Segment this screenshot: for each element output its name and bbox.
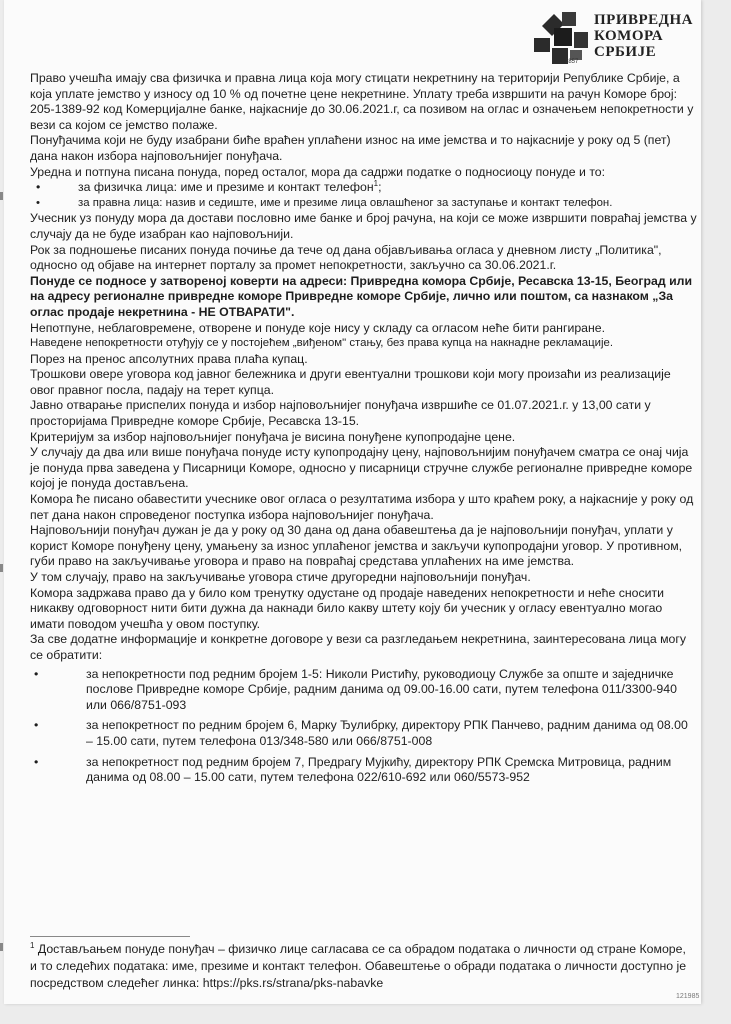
bullet-end: ; (378, 180, 382, 195)
paragraph-withdrawal: Комора задржава право да у било ком тренутку одустане од продаје наведених непокретности и неће сносити никакву одговорност нити бити дужна да накнади било какву штету коју би учесник у огласу евентуално могао имати поводом учешћа у овом поступку. (30, 585, 665, 631)
list-item (30, 196, 698, 212)
bullet-icon: • (34, 666, 39, 681)
bullet-icon: • (34, 718, 39, 733)
page-number: 121985 (676, 993, 700, 1000)
paragraph-opening: Јавно отварање приспелих понуда и избор најповољнијег понуђача извршиће се 01.07.2021.г. у 13,00 сати у просторијама Привредне коморе Србије, Ресавска 13-15. (30, 398, 651, 429)
paragraph-incomplete-offers: Непотпуне, неблаговремене, отворене и понуде које нису у складу са огласом неће бити рангиране. (30, 320, 606, 335)
paragraph-participation: Право учешћа имају сва физичка и правна лица која могу стицати некретнину на територији Републике Србије, а која уплате јемство у износу од 10 % од почетне цене некретнине. Уплату треба извршити на рачун Коморе број: 205-1389-92 код Комерцијалне банке, најкасније до 30.06.2021.г, са позивом на оглас и означењем непокретности у вези са којом се јемство полаже. (30, 71, 694, 132)
paragraph-as-is: Наведене непокретности отуђују се у постојећем „виђеном" стању, без права купца на накнадне рекламације. (30, 337, 614, 350)
paragraph-equal-price: У случају да два или више понуђача понуде исту купопродајну цену, најповољнијим понуђачем сматра се онај чија је понуда прва заведена у Писарници Коморе, односно у писарници стручне службе регионалне привредне коморе којој је понуда достављена. (30, 445, 693, 491)
contact-3: за непокретност под редним бројем 7, Предрагу Мујкићу, директору РПК Сремска Митровица, радним данима од 08.00 – 15.00 сати, путем телефона 022/610-692 или 060/5573-952 (86, 754, 672, 785)
contact-2: за непокретност по редним бројем 6, Марку Ђулибрку, директору РПК Панчево, радним данима од 08.00 – 15.00 сати, путем телефона 013/348-580 или 066/8751-008 (86, 718, 688, 748)
paragraph-criterion: Критеријум за избор најповољнијег понуђача је висина понуђене купопродајне цене. (30, 429, 516, 444)
paragraph-offer-contents: Уредна и потпуна писана понуда, поред осталог, мора да садржи податке о подносиоцу понуде и то: (30, 164, 606, 179)
paragraph-contacts-intro: За све додатне информације и конкретне договоре у вези са разгледањем некретнина, заинтересована лица могу се обратити: (30, 632, 687, 662)
contact-1: за непокретности под редним бројем 1-5: Николи Ристићу, руководиоцу Службе за опште и заједничке послове Привредне коморе Србије, радним данима од 09.00-16.00 сати, путем телефона 011/3300-940 или 066/8751-093 (86, 666, 677, 712)
paragraph-deadline: Рок за подношење писаних понуда почиње да тече од дана објављивања огласа у дневном листу „Политика", односно од објаве на интернет порталу за промет непокретности, закључно са 30.06.2021.г. (30, 242, 662, 273)
list-item (30, 180, 698, 196)
paragraph-bank-details: Учесник уз понуду мора да достави пословно име банке и број рачуна, на који се може извршити повраћај јемства у случају да не буде изабран као најповољнији. (30, 211, 697, 241)
footnote-number: 1 (30, 940, 35, 950)
paragraph-refund: Понуђачима који не буду изабрани биће враћен уплаћени износ на име јемства и то најкасније у року од 5 (пет) дана након избора најповољнијег понуђача. (30, 133, 671, 163)
logo-year: 1857 (565, 59, 579, 65)
logo-line-1: ПРИВРЕДНА (594, 12, 693, 28)
pks-emblem-icon (532, 8, 590, 66)
logo-wordmark (594, 12, 693, 60)
paragraph-submission-address: Понуде се подносе у затвореној коверти на адреси: Привредна комора Србије, Ресавска 13-15, Београд или на адресу регионалне привредне коморе Привредне коморе Србије, лично или поштом, са назнаком „За оглас продаје некретнина - НЕ ОТВАРАТИ". (30, 273, 693, 319)
pks-logo (532, 8, 702, 70)
scan-edge-mark (0, 943, 3, 951)
list-item (30, 718, 698, 749)
paragraph-notification: Комора ће писано обавестити учеснике овог огласа о резултатима избора у што краћем року, а најкасније у року од пет дана након спроведеног поступка избора најповољнијег понуђача. (30, 492, 694, 522)
bullet-icon: • (36, 196, 40, 209)
list-item (30, 667, 698, 714)
footnote-ref: 1 (373, 179, 379, 189)
footnote-divider (30, 936, 190, 937)
document-page (4, 0, 701, 1004)
footnote (30, 941, 694, 992)
paragraph-costs: Трошкови овере уговора код јавног бележника и други евентуални трошкови који могу произаћи из реализације овог правног посла, падају на терет купца. (30, 367, 671, 397)
scan-edge-mark (0, 192, 3, 200)
scan-edge-mark (0, 564, 3, 572)
bullet-icon: • (36, 180, 41, 195)
document-body (30, 71, 698, 791)
logo-line-3: СРБИЈЕ (594, 44, 657, 60)
logo-line-2: КОМОРА (594, 28, 664, 44)
paragraph-payment: Најповољнији понуђач дужан је да у року од 30 дана од дана обавештења да је најповољнији понуђач, уплати у корист Коморе понуђену цену, умањену за износ уплаћеног јемства и закључи купопродајни уговор. У противном, губи право на закључивање уговора и право на повраћај средстава уплаћених на име јемства. (30, 523, 683, 569)
bullet-legal-entities: за правна лица: назив и седиште, име и презиме лица овлашћеног за заступање и контакт телефон. (78, 196, 613, 209)
paragraph-tax: Порез на пренос апсолутних права плаћа купац. (30, 351, 308, 366)
contacts-list (30, 667, 698, 786)
bullet-natural-persons: за физичка лица: име и презиме и контакт телефон (78, 180, 374, 195)
bullet-icon: • (34, 754, 39, 769)
footnote-text: Достављањем понуде понуђач – физичко лице сагласава се са обрадом података о личности од стране Коморе, и то следећих података: име, презиме и контакт телефон. Обавештење о обради података о личности доступно је посредством следећег линка: https://pks.rs/strana/pks-nabavke (30, 942, 687, 990)
list-item (30, 755, 698, 786)
paragraph-second-best: У том случају, право на закључивање уговора стиче другоредни најповољнији понуђач. (30, 570, 531, 584)
